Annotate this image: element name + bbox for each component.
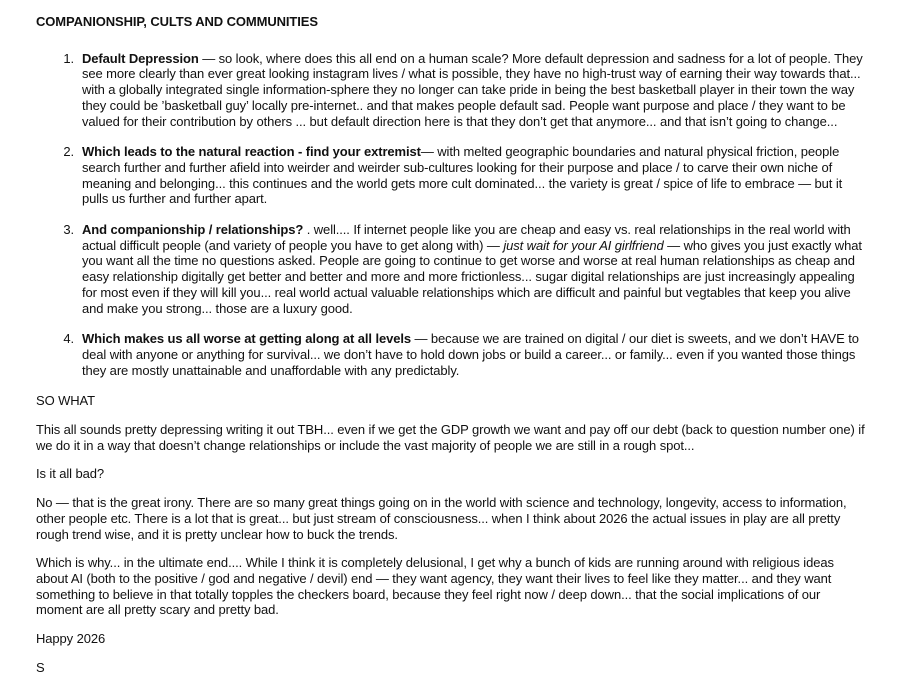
item-body-italic: just wait for your AI girlfriend: [503, 237, 664, 253]
item-number: 2.: [63, 144, 74, 160]
item-body: — because we are trained on digital / our diet is sweets, and we don’t HAVE to deal with anyone or anything for survival... we don’t have to hold down jobs or build a career... or family... even if you wanted those things they are mostly unattainable and unaffordable with any predictably.: [82, 331, 859, 378]
item-number: 3.: [63, 222, 74, 238]
so-what-heading: SO WHAT: [36, 393, 95, 409]
list-item-companionship-relationships: [36, 222, 869, 316]
document-title: COMPANIONSHIP, CULTS AND COMMUNITIES: [36, 14, 318, 29]
item-lead: And companionship / relationships?: [82, 222, 304, 238]
paragraph-great-irony: No — that is the great irony. There are so many great things going on in the world with science and technology, longevity, access to information, other people etc. There is a lot that is great... but just stream of consciousness... when I think about 2026 the actual issues in play are all pretty rough trend wise, and it is pretty unclear how to buck the trends.: [36, 495, 847, 542]
list-item-find-your-extremist: [36, 144, 869, 207]
closing-line: Happy 2026: [36, 631, 106, 647]
paragraph-is-it-all-bad: Is it all bad?: [36, 466, 104, 482]
item-text: [82, 331, 869, 378]
item-number: 1.: [63, 50, 74, 66]
item-number: 4.: [63, 331, 74, 347]
paragraph-depressing-tbh: This all sounds pretty depressing writing it out TBH... even if we get the GDP growth we want and pay off our debt (back to question number one) if we do it in a way that doesn’t change relationships or include the vast majority of people we are still in a rough spot...: [36, 422, 865, 453]
list-item-worse-at-getting-along: [36, 331, 869, 378]
list-item-default-depression: [36, 51, 869, 130]
item-body: . well.... If internet people like you are cheap and easy vs. real relationships in the real world with actual difficult people (and variety of people you have to get along with) —: [82, 222, 851, 253]
item-lead: Which leads to the natural reaction - find your extremist: [82, 144, 421, 160]
paragraph-which-is-why: Which is why... in the ultimate end.... While I think it is completely delusional, I get why a bunch of kids are running around with religious ideas about AI (both to the positive / god and negative / devil) end — they want agency, they want their lives to feel like they matter... and they want something to believe in that totally topples the checkers board, because they feel right now / deep down... that the social implications of our moment are all pretty scary and pretty bad.: [36, 555, 834, 618]
item-body: — so look, where does this all end on a human scale? More default depression and sadness for a lot of people. They see more clearly than ever great looking instagram lives / what is possible, they have no high-trust way of earning their way towards that... with a globally integrated single information-sphere they no longer can take pride in being the best basketball player in their town the way they could be ’basketball guy’ locally pre-internet.. and that makes people default sad. People want purpose and place / they want to be valued for their contribution by others ... but default direction here is that they don’t get that anymore... and that isn’t going to change...: [82, 50, 863, 129]
item-text: [82, 222, 869, 316]
item-lead: Default Depression: [82, 50, 199, 66]
numbered-list: [36, 51, 869, 379]
item-body: — with melted geographic boundaries and natural physical friction, people search further and further afield into weirder and weirder sub-cultures looking for their purpose and place / to carve their own niche of meaning and belonging... this continues and the world gets more cult dominated... the variety is great / spice of life to embrace — but it pulls us further and further apart.: [82, 144, 843, 207]
item-text: [82, 51, 869, 130]
item-lead: Which makes us all worse at getting along at all levels: [82, 331, 411, 347]
signature-line: S: [36, 659, 45, 675]
item-body-post: — who gives you just exactly what you want all the time no questions asked. People are going to continue to get worse and worse at real human relationships as cheap and easy relationship digitally get better and better and more and more frictionless... sugar digital relationships are just increasingly appealing for most even if they will kill you... real world actual valuable relationships which are difficult and painful but vegtables that keep you alive and make you strong... those are a luxury good.: [82, 237, 862, 316]
item-text: [82, 144, 869, 207]
